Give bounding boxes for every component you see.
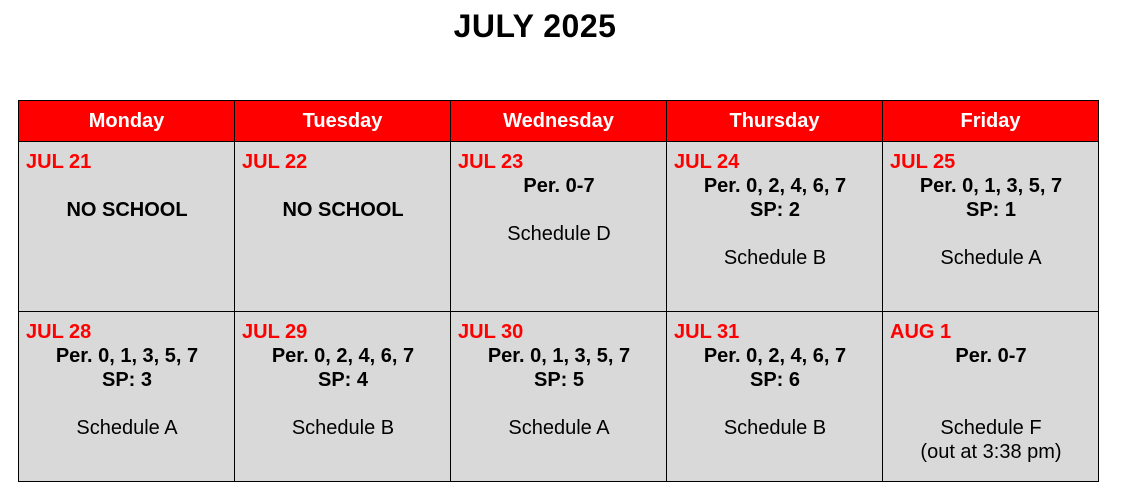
day-cell-jul-28 (19, 312, 235, 482)
weekday-header-row (19, 101, 1099, 142)
periods-text: Per. 0, 2, 4, 6, 7 (703, 345, 847, 367)
sp-text: SP: 2 (749, 199, 801, 221)
header-wednesday: Wednesday (451, 101, 667, 142)
date-label: JUL 22 (242, 151, 308, 173)
calendar-table (18, 100, 1099, 482)
header-thursday: Thursday (667, 101, 883, 142)
sp-text: SP: 1 (965, 199, 1017, 221)
date-label: JUL 28 (26, 321, 92, 343)
date-label: JUL 21 (26, 151, 92, 173)
day-cell-jul-29 (235, 312, 451, 482)
date-label: JUL 29 (242, 321, 308, 343)
date-label: JUL 24 (674, 151, 740, 173)
schedule-text: Schedule A (76, 417, 178, 439)
schedule-text: Schedule B (723, 417, 827, 439)
sp-text: SP: 4 (317, 369, 369, 391)
periods-text: Per. 0-7 (955, 345, 1027, 367)
schedule-text: Schedule B (291, 417, 395, 439)
week-row (19, 312, 1099, 482)
schedule-text: Schedule A (940, 247, 1042, 269)
schedule-text: Schedule D (507, 223, 611, 245)
header-tuesday: Tuesday (235, 101, 451, 142)
schedule-note: (out at 3:38 pm) (920, 441, 1062, 463)
week-row (19, 142, 1099, 312)
periods-text: Per. 0, 2, 4, 6, 7 (703, 175, 847, 197)
date-label: JUL 25 (890, 151, 956, 173)
day-cell-aug-1 (883, 312, 1099, 482)
no-school-note: NO SCHOOL (282, 199, 404, 221)
day-cell-jul-22 (235, 142, 451, 312)
schedule-text: Schedule A (508, 417, 610, 439)
header-monday: Monday (19, 101, 235, 142)
day-cell-jul-24 (667, 142, 883, 312)
periods-text: Per. 0, 1, 3, 5, 7 (487, 345, 631, 367)
day-cell-jul-30 (451, 312, 667, 482)
sp-text: SP: 5 (533, 369, 585, 391)
schedule-text: Schedule B (723, 247, 827, 269)
date-label: AUG 1 (890, 321, 952, 343)
day-cell-jul-21 (19, 142, 235, 312)
date-label: JUL 31 (674, 321, 740, 343)
sp-text: SP: 6 (749, 369, 801, 391)
page-title: JULY 2025 (453, 8, 617, 44)
periods-text: Per. 0, 2, 4, 6, 7 (271, 345, 415, 367)
sp-text: SP: 3 (101, 369, 153, 391)
periods-text: Per. 0, 1, 3, 5, 7 (919, 175, 1063, 197)
day-cell-jul-25 (883, 142, 1099, 312)
no-school-note: NO SCHOOL (66, 199, 188, 221)
day-cell-jul-23 (451, 142, 667, 312)
periods-text: Per. 0, 1, 3, 5, 7 (55, 345, 199, 367)
periods-text: Per. 0-7 (523, 175, 595, 197)
schedule-text: Schedule F (940, 417, 1042, 439)
date-label: JUL 23 (458, 151, 524, 173)
day-cell-jul-31 (667, 312, 883, 482)
date-label: JUL 30 (458, 321, 524, 343)
header-friday: Friday (883, 101, 1099, 142)
